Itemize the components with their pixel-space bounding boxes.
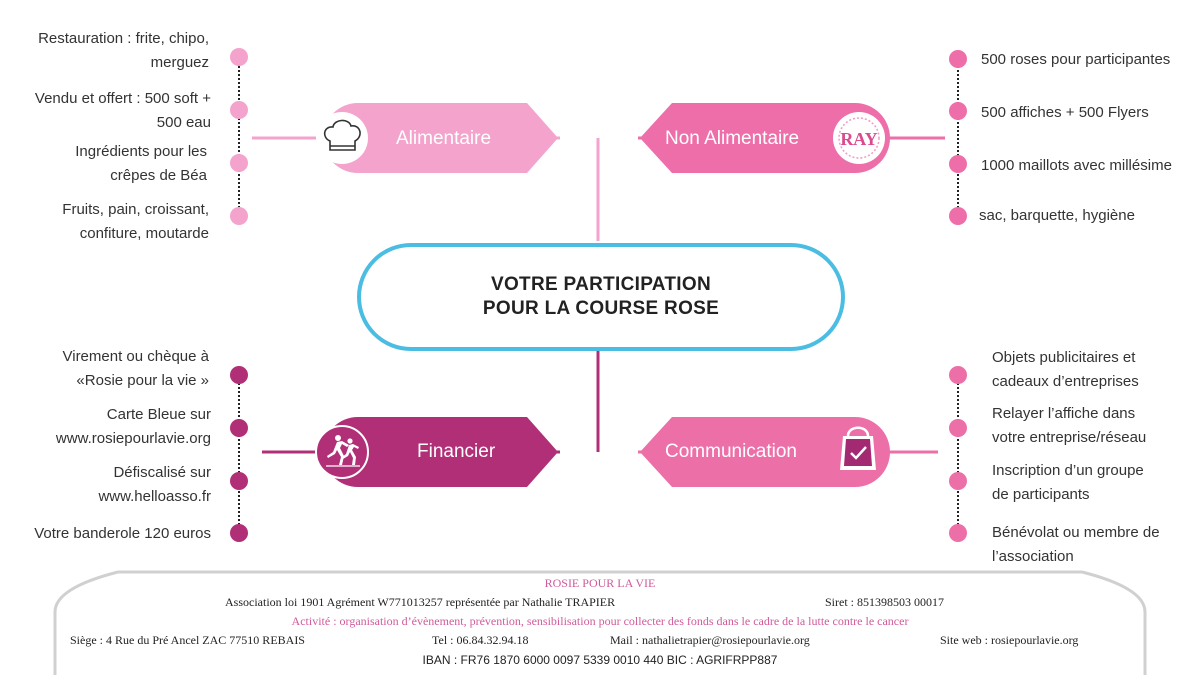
financier-item: Défiscalisé sur www.helloasso.fr (98, 464, 211, 505)
communication-item: Relayer l’affiche dans votre entreprise/réseau (992, 405, 1147, 446)
footer-mail: Mail : nathalietrapier@rosiepourlavie.org (610, 633, 810, 647)
bullet-dot (949, 102, 967, 120)
financier-item: Carte Bleue sur www.rosiepourlavie.org (55, 406, 211, 447)
financier-item: Votre banderole 120 euros (34, 525, 211, 542)
non-alimentaire-label: Non Alimentaire (665, 128, 800, 149)
footer-tel: Tel : 06.84.32.94.18 (432, 633, 529, 647)
communication-item: Bénévolat ou membre de l’association (992, 524, 1160, 565)
bullet-dot (230, 472, 248, 490)
bullet-dot (230, 419, 248, 437)
alimentaire-label: Alimentaire (396, 128, 492, 149)
bullet-dot (949, 155, 967, 173)
footer-siret: Siret : 851398503 00017 (825, 595, 944, 609)
footer-site: Site web : rosiepourlavie.org (940, 633, 1079, 647)
footer-association: Association loi 1901 Agrément W771013257 représentée par Nathalie TRAPIER (225, 595, 616, 609)
footer-iban: IBAN : FR76 1870 6000 0097 5339 0010 440 BIC : AGRIFRPP887 (422, 653, 778, 667)
bullet-dot (230, 207, 248, 225)
communication-item: Inscription d’un groupe de participants (992, 462, 1144, 503)
svg-text:RAY: RAY (840, 129, 878, 149)
financier-item: Virement ou chèque à «Rosie pour la vie » (62, 348, 209, 389)
non-alimentaire-item: 500 roses pour participantes (981, 51, 1171, 68)
alimentaire-item: Restauration : frite, chipo, merguez (38, 30, 209, 71)
bullet-dot (949, 524, 967, 542)
bullet-dot (949, 207, 967, 225)
financier-label: Financier (417, 441, 496, 462)
bullet-dot (949, 50, 967, 68)
bullet-dot (230, 48, 248, 66)
non-alimentaire-item: 500 affiches + 500 Flyers (981, 104, 1149, 121)
alimentaire-item: Vendu et offert : 500 soft + 500 eau (34, 90, 211, 131)
financier-dotted-line (238, 375, 240, 533)
non-alimentaire-item: sac, barquette, hygiène (979, 207, 1135, 224)
bullet-dot (949, 472, 967, 490)
bullet-dot (949, 366, 967, 384)
alimentaire-dotted-line (238, 58, 240, 216)
bullet-dot (949, 419, 967, 437)
center-title-line1: VOTRE PARTICIPATION (491, 274, 711, 295)
alimentaire-item: Fruits, pain, croissant, confiture, moutarde (62, 201, 209, 242)
footer-siege: Siège : 4 Rue du Pré Ancel ZAC 77510 REBAIS (70, 633, 305, 647)
communication-item: Objets publicitaires et cadeaux d’entreprises (992, 349, 1139, 390)
footer-activity: Activité : organisation d’évènement, prévention, sensibilisation pour collecter des fonds dans le cadre de la lutte contre le cancer (291, 614, 909, 628)
center-title-line2: POUR LA COURSE ROSE (482, 298, 720, 319)
non-alimentaire-item: 1000 maillots avec millésime (981, 157, 1172, 174)
bullet-dot (230, 366, 248, 384)
bullet-dot (230, 524, 248, 542)
non-alimentaire-dotted-line (957, 58, 959, 216)
bullet-dot (230, 101, 248, 119)
bullet-dot (230, 154, 248, 172)
center-title-box (357, 243, 845, 351)
communication-dotted-line (957, 375, 959, 533)
alimentaire-item: Ingrédients pour les crêpes de Béa (75, 143, 207, 184)
footer-org-name: ROSIE POUR LA VIE (544, 576, 656, 590)
communication-label: Communication (665, 441, 797, 462)
